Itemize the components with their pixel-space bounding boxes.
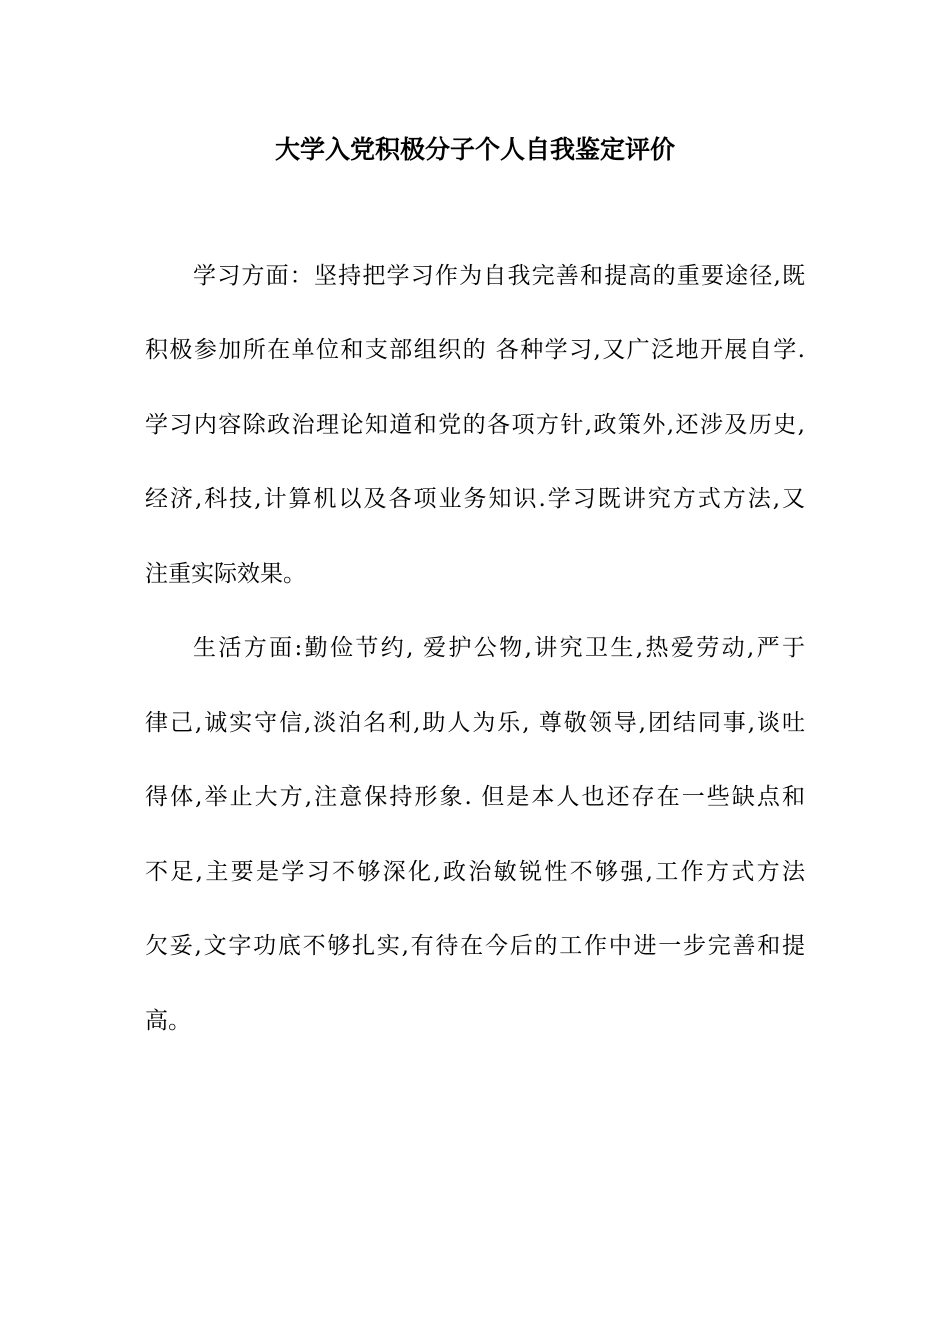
paragraph-line: 欠妥,文字功底不够扎实,有待在今后的工作中进一步完善和提 [145, 933, 805, 959]
paragraph-line: 积极参加所在单位和支部组织的 各种学习,又广泛地开展自学. [145, 337, 805, 363]
paragraph-line: 注重实际效果。 [145, 561, 306, 587]
paragraph-line: 律己,诚实守信,淡泊名利,助人为乐, 尊敬领导,团结同事,谈吐 [145, 710, 805, 736]
paragraph-line: 得体,举止大方,注意保持形象. 但是本人也还存在一些缺点和 [145, 784, 805, 810]
paragraph-line: 经济,科技,计算机以及各项业务知识.学习既讲究方式方法,又 [145, 486, 805, 512]
paragraph-line: 生活方面:勤俭节约, 爱护公物,讲究卫生,热爱劳动,严于 [193, 635, 805, 661]
paragraph-line: 学习内容除政治理论知道和党的各项方针,政策外,还涉及历史, [145, 412, 805, 438]
paragraph-line: 不足,主要是学习不够深化,政治敏锐性不够强,工作方式方法 [145, 859, 805, 885]
document-title: 大学入党积极分子个人自我鉴定评价 [274, 135, 675, 164]
paragraph-line: 高。 [145, 1008, 191, 1034]
paragraph-line: 学习方面：坚持把学习作为自我完善和提高的重要途径,既 [193, 263, 805, 289]
